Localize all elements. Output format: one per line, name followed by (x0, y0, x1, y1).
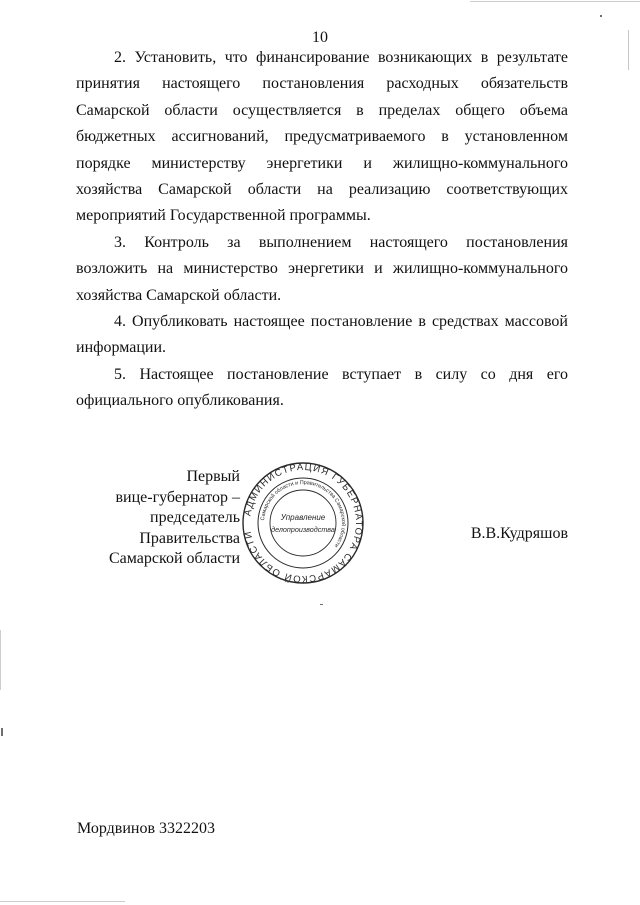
paragraph-2: 2. Установить, что финансирование возникающих в результате принятия настоящего постановления расходных обязательств Самарской области осуществляется в пределах общего объема бюджетных ассигнований, предусматриваемого в установленном порядке министерству энергетики и жилищно-коммунального хозяйства Самарской области на реализацию соответствующих мероприятий Государственной программы. (76, 49, 568, 225)
seal-inner-ring (270, 490, 336, 556)
signatory-title-line-2: вице-губернатор – (115, 488, 240, 506)
seal-center-line-2: делопроизводства (271, 525, 335, 534)
signatory-title-line-1: Первый (186, 468, 240, 485)
scan-mark-dot (600, 15, 602, 17)
signatory-title-line-4: Самарской области (109, 550, 240, 567)
signatory-name: В.В.Кудряшов (470, 525, 568, 542)
paragraph-4: 4. Опубликовать настоящее постановление в средствах массовой информации. (76, 313, 568, 357)
scan-mark-bottom (0, 901, 125, 902)
signatory-title (60, 467, 240, 570)
executor-note: Мордвинов 3322203 (77, 820, 215, 837)
signatory-title-line-3: председатель Правительства (139, 509, 240, 547)
seal-outer-text: АДМИНИСТРАЦИЯ ГУБЕРНАТОРА САМАРСКОЙ ОБЛАСТИ (242, 461, 365, 585)
official-seal (241, 461, 365, 585)
scan-mark-top (470, 1, 640, 2)
paragraph-3: 3. Контроль за выполнением настоящего постановления возложить на министерство энергетики и жилищно-коммунального хозяйства Самарской области. (76, 233, 568, 304)
scan-mark-small (320, 604, 323, 605)
document-body (76, 45, 568, 415)
seal-middle-ring (258, 478, 348, 568)
page-number: 10 (312, 29, 328, 46)
paragraph-5: 5. Настоящее постановление вступает в силу со дня его официального опубликования. (76, 365, 568, 410)
scan-mark-right (628, 30, 629, 70)
seal-center-line-1: Управление (280, 513, 326, 522)
scan-mark-left-1 (0, 630, 1, 690)
seal-inner-text: Самарской области и Правительства Самарской области (260, 479, 347, 549)
scan-mark-left-2 (1, 728, 3, 736)
